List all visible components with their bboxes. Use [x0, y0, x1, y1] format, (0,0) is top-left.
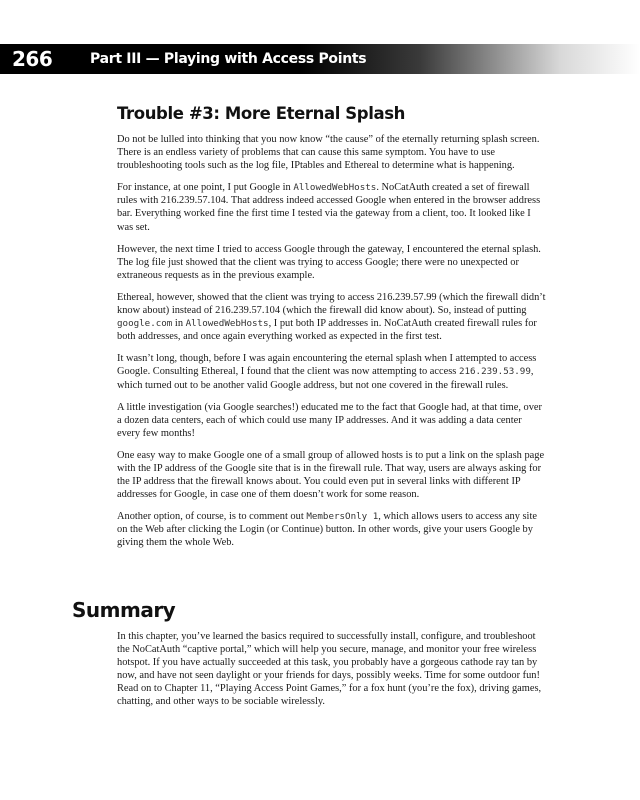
section-heading: Trouble #3: More Eternal Splash — [117, 104, 405, 123]
paragraph-2-text-b: . NoCatAuth created a set of firewall rules with 216.239.57.104. That address indeed accessed Google when entered in the browser address bar. Everything worked fine the first time I tested via the gateway from a client, too. It looked like I was set. — [117, 182, 541, 233]
summary-body — [117, 630, 547, 718]
paragraph-2 — [117, 181, 547, 233]
paragraph-8-text-b: , which allows users to access any site on the Web after clicking the Login (or Continue) button. In other words, give your users Google by giving them the whole Web. — [117, 511, 537, 549]
paragraph-8 — [117, 510, 547, 549]
paragraph-8-text-a: Another option, of course, is to comment out — [117, 511, 307, 523]
summary-paragraph: In this chapter, you’ve learned the basics required to successfully install, configure, and troubleshoot the NoCatAuth “captive portal,” which will help you secure, manage, and monitor your free wireless hotspot. If you have actually succeeded at this task, you probably have a gorgeous cathode ray tan by now, and have not seen daylight or your friends for days, possibly weeks. Time for some outdoor fun! Read on to Chapter 11, “Playing Access Point Games,” for a fox hunt (you’re the fox), driving games, chatting, and other ways to be sociable wirelessly. — [117, 631, 542, 708]
running-header — [0, 44, 640, 74]
part-title: Part III — Playing with Access Points — [90, 51, 367, 67]
paragraph-2-text-a: For instance, at one point, I put Google in — [117, 182, 294, 194]
paragraph-5-text-a: It wasn’t long, though, before I was again encountering the eternal splash when I attempted to access Google. Consulting Ethereal, I found that the client was now attempting to access — [117, 353, 537, 378]
paragraph-4-text-b: in — [172, 318, 186, 330]
paragraph-4-text-c: , I put both IP addresses in. NoCatAuth created firewall rules for both addresses, and once again everything worked as expected in the first test. — [117, 318, 537, 343]
paragraph-5 — [117, 352, 547, 391]
code-allowed-web-hosts-2: AllowedWebHosts — [185, 318, 269, 330]
paragraph-4 — [117, 291, 547, 343]
paragraph-1: Do not be lulled into thinking that you now know “the cause” of the eternally returning splash screen. There is an endless variety of problems that can cause this same symptom. You have to use troubleshooting tools such as the log file, IPtables and Ethereal to determine what is happening. — [117, 134, 540, 172]
code-members-only: MembersOnly 1 — [306, 511, 379, 523]
paragraph-4-text-a: Ethereal, however, showed that the client was trying to access 216.239.57.99 (which the firewall didn’t know about) instead of 216.239.57.104 (which the firewall did know about). So, instead of putting — [117, 291, 546, 317]
page-number: 266 — [12, 47, 53, 71]
code-ip-address: 216.239.53.99 — [458, 366, 531, 378]
paragraph-3: However, the next time I tried to access Google through the gateway, I encountered the eternal splash. The log file just showed that the client was trying to access Google; there were no unexpected or extraneous requests as in the previous example. — [117, 243, 541, 281]
code-allowed-web-hosts: AllowedWebHosts — [293, 182, 377, 194]
paragraph-6: A little investigation (via Google searches!) educated me to the fact that Google had, at that time, over a dozen data centers, each of which could use many IP addresses. And it was adding a data center every few months! — [117, 401, 543, 439]
section-body — [117, 104, 547, 559]
paragraph-5-text-b: , which turned out to be another valid Google address, but not one covered in the firewall rules. — [117, 366, 534, 391]
paragraph-7: One easy way to make Google one of a small group of allowed hosts is to put a link on the splash page with the IP address of the Google site that is in the firewall rule. That way, users are always asking for the IP address that the firewall knows about. You could even put in several links with different IP addresses for Google, in case one of them doesn’t work for some reason. — [117, 449, 545, 501]
code-google-com: google.com — [117, 318, 173, 330]
summary-heading: Summary — [72, 598, 176, 622]
